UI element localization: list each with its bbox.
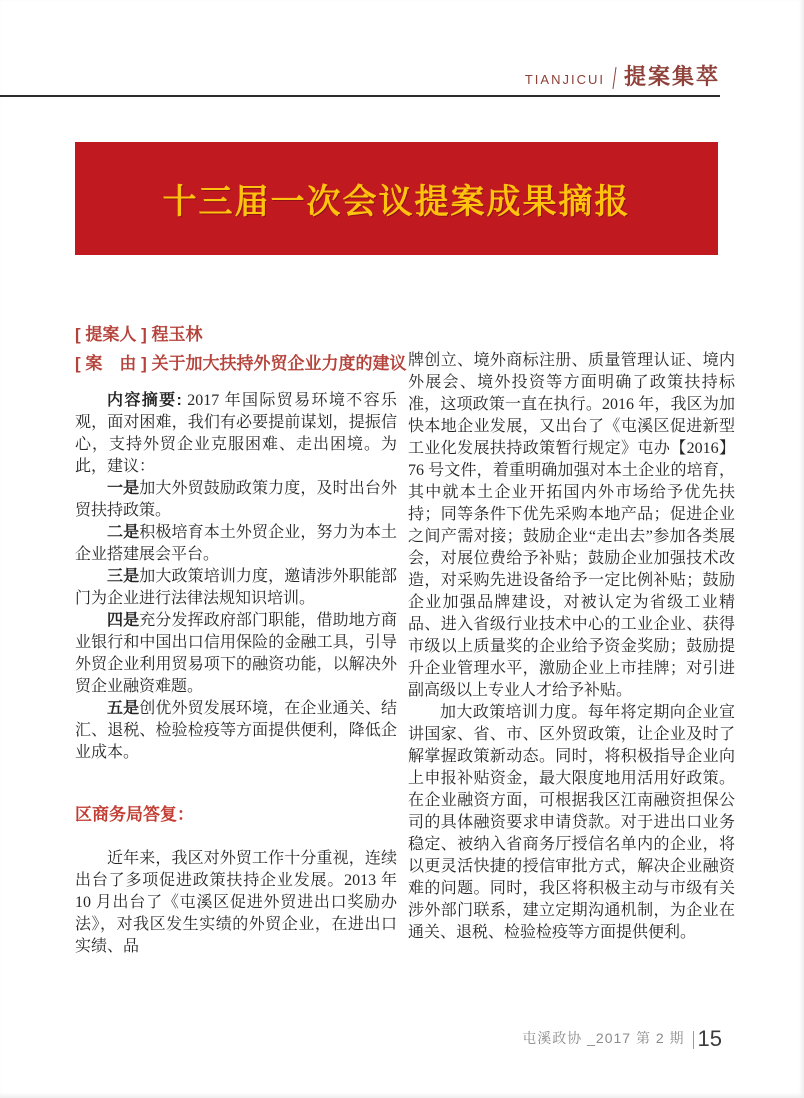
section-title: 提案集萃: [623, 64, 720, 89]
summary-paragraph: [75, 390, 397, 478]
article-title: 十三届一次会议提案成果摘报: [162, 183, 631, 221]
point-5: [75, 698, 397, 764]
point-3-text: 加大政策培训力度，邀请涉外职能部门为企业进行法律法规知识培训。: [75, 568, 397, 607]
footer-divider: [693, 1031, 694, 1049]
article-banner: [75, 142, 718, 255]
point-5-text: 创优外贸发展环境，在企业通关、结汇、退税、检验检疫等方面提供便利，降低企业成本。: [75, 700, 397, 761]
reply-paragraph-2: 加大政策培训力度。每年将定期向企业宣讲国家、省、市、区外贸政策，让企业及时了解掌握政策新动态。同时，将积极指导企业向上申报补贴资金，最大限度地用活用好政策。在企业融资方面，可根据我区江南融资担保公司的具体融资要求申请贷款。对于进出口业务稳定、被纳入省商务厅授信名单内的企业，将以更灵活快捷的授信审批方式，解决企业融资难的问题。同时，我区将积极主动与市级有关涉外部门联系，建立定期沟通机制，为企业在通关、退税、检验检疫等方面提供便利。: [408, 704, 735, 941]
proposer-name: 程玉林: [151, 325, 203, 344]
subject-title: 关于加大扶持外贸企业力度的建议: [151, 354, 407, 373]
page-number: 15: [697, 1026, 722, 1051]
point-1: [75, 478, 397, 522]
reply-paragraph-start: 近年来，我区对外贸工作十分重视，连续出台了多项促进政策扶持企业发展。2013 年 10 月出台了《屯溪区促进外贸进出口奖励办法》，对我区发生实绩的外贸企业，在进出口实绩、品: [75, 850, 397, 955]
point-4-lead: 四是: [107, 612, 140, 629]
point-2-text: 积极培育本土外贸企业，努力为本土企业搭建展会平台。: [75, 524, 397, 563]
journal-pinyin: TIANJICUI: [524, 72, 605, 87]
point-5-lead: 五是: [107, 700, 140, 717]
summary-text: 2017 年国际贸易环境不容乐观，面对困难，我们有必要提前谋划，提振信心，支持外贸企业克服困难、走出困境。为此，建议：: [75, 392, 397, 475]
point-1-text: 加大外贸鼓励政策力度，及时出台外贸扶持政策。: [75, 480, 397, 519]
subject-label: [ 案 由 ]: [75, 354, 147, 373]
point-3: [75, 566, 397, 610]
reply-paragraph-continued: 牌创立、境外商标注册、质量管理认证、境内外展会、境外投资等方面明确了政策扶持标准，这项政策一直在执行。2016 年，我区为加快本地企业发展，又出台了《屯溪区促进新型工业化发展扶持政策暂行规定》屯办【2016】76 号文件，着重明确加强对本土企业的培育，其中就本土企业开拓国内外市场给予优先扶持；同等条件下优先采购本地产品；促进企业之间产需对接；鼓励企业“走出去”参加各类展会，对展位费给予补贴；鼓励企业加强技术改造，对采购先进设备给予一定比例补贴；鼓励企业加强品牌建设，对被认定为省级工业精品、进入省级行业技术中心的工业企业、获得市级以上质量奖的企业给予资金奖励；鼓励提升企业管理水平，激励企业上市挂牌；对引进副高级以上专业人才给予补贴。: [408, 352, 735, 699]
point-3-lead: 三是: [107, 568, 140, 585]
proposer-label: [ 提案人 ]: [75, 325, 147, 344]
header-divider: [612, 67, 616, 89]
point-4: [75, 610, 397, 698]
subject-line: [75, 349, 405, 378]
point-4-text: 充分发挥政府部门职能，借助地方商业银行和中国出口信用保险的金融工具，引导外贸企业利用贸易项下的融资功能，以解决外贸企业融资难题。: [75, 612, 397, 695]
right-column: [408, 350, 735, 944]
reply-heading: 区商务局答复：: [75, 805, 194, 824]
page-header: [0, 60, 720, 91]
point-2-lead: 二是: [107, 524, 140, 541]
proposal-meta: [75, 320, 405, 378]
proposer-line: [75, 320, 405, 349]
summary-label: 内容摘要:: [107, 392, 182, 409]
page-footer: [0, 1026, 722, 1052]
journal-issue-info: 屯溪政协 _2017 第 2 期: [522, 1030, 685, 1046]
point-1-lead: 一是: [107, 480, 140, 497]
left-column: [75, 390, 397, 764]
header-rule: [0, 95, 720, 97]
point-2: [75, 522, 397, 566]
